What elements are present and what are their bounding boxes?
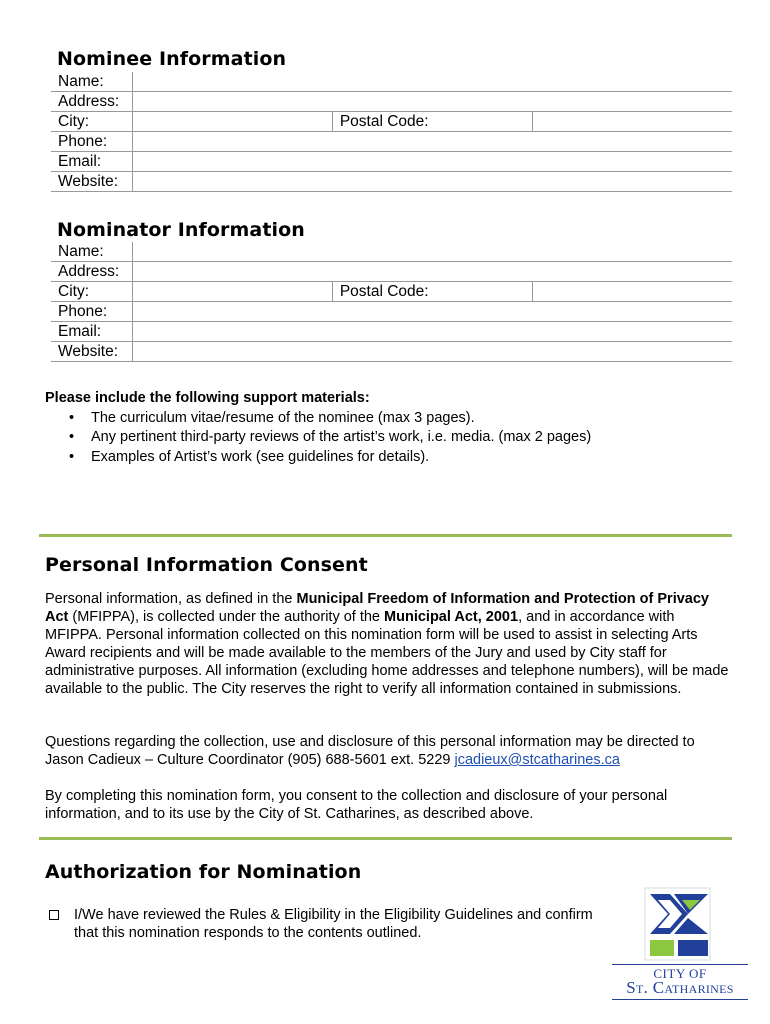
nominee-city-field[interactable] [133, 112, 333, 132]
nominee-email-row [51, 152, 732, 172]
consent-heading: Personal Information Consent [45, 554, 368, 576]
support-item: • Any pertinent third-party reviews of the artist’s work, i.e. media. (max 2 pages) [91, 428, 591, 448]
authorization-checkbox[interactable] [49, 910, 59, 920]
logo-line-1: CITY OF [653, 966, 707, 981]
nominee-name-label: Name: [51, 72, 133, 92]
nominee-postal-field[interactable] [532, 112, 732, 132]
nominator-phone-label: Phone: [51, 302, 133, 322]
nominee-address-field[interactable] [133, 92, 733, 112]
nominee-website-label: Website: [51, 172, 133, 192]
nominator-postal-label: Postal Code: [332, 282, 532, 302]
nominator-website-label: Website: [51, 342, 133, 362]
consent-text: (MFIPPA), is collected under the authority of the [68, 609, 385, 625]
nominator-phone-field[interactable] [133, 302, 733, 322]
consent-text: , and in accordance with MFIPPA. Personal information collected on this nomination form will be used to assist in selecting Arts Award recipients and will be made available to the members of the Jury and used by City staff for administrative purposes. All information (excluding home addresses and telephone numbers), will be made available to the public. The City reserves the right to verify all information contained in submissions. [45, 609, 729, 697]
nominator-postal-field[interactable] [532, 282, 732, 302]
support-item: • The curriculum vitae/resume of the nominee (max 3 pages). [91, 409, 591, 429]
nominator-city-row [51, 282, 732, 302]
nominator-name-label: Name: [51, 242, 133, 262]
nominee-city-row [51, 112, 732, 132]
nominee-website-row [51, 172, 732, 192]
nominator-email-field[interactable] [133, 322, 733, 342]
support-materials [45, 389, 591, 467]
nominator-address-field[interactable] [133, 262, 733, 282]
city-logo [612, 886, 748, 1002]
logo-underline [612, 999, 748, 1000]
nominator-website-field[interactable] [133, 342, 733, 362]
nominee-city-label: City: [51, 112, 133, 132]
nominator-city-field[interactable] [133, 282, 333, 302]
nominee-heading: Nominee Information [57, 48, 287, 70]
support-heading: Please include the following support materials: [45, 390, 370, 406]
support-item: • Examples of Artist’s work (see guidelines for details). [91, 448, 591, 468]
nominee-phone-label: Phone: [51, 132, 133, 152]
logo-line-2: St. Catharines [626, 978, 734, 997]
authorization-heading: Authorization for Nomination [45, 861, 362, 883]
nominator-name-field[interactable] [133, 242, 733, 262]
nominator-email-label: Email: [51, 322, 133, 342]
nominee-email-field[interactable] [133, 152, 733, 172]
nominator-phone-row [51, 302, 732, 322]
consent-text: Questions regarding the collection, use and disclosure of this personal information may be directed to Jason Cadieux – Culture Coordinator (905) 688-5601 ext. 5229 [45, 734, 695, 768]
nominee-website-field[interactable] [133, 172, 733, 192]
nominator-address-row [51, 262, 732, 282]
nominator-name-row [51, 242, 732, 262]
nominator-city-label: City: [51, 282, 133, 302]
authorization-checkbox-label: I/We have reviewed the Rules & Eligibility in the Eligibility Guidelines and confirm that this nomination responds to the contents outlined. [74, 907, 593, 941]
support-list [45, 409, 591, 468]
nominee-address-row [51, 92, 732, 112]
nominator-address-label: Address: [51, 262, 133, 282]
nominee-address-label: Address: [51, 92, 133, 112]
consent-paragraph-2 [45, 733, 735, 769]
nominee-name-row [51, 72, 732, 92]
nominee-phone-row [51, 132, 732, 152]
section-divider [39, 837, 732, 840]
city-emblem-icon [612, 886, 748, 964]
contact-email-link[interactable]: jcadieux@stcatharines.ca [454, 752, 620, 768]
mfippa-act-name: Municipal Freedom of Information and Protection of Privacy Act [45, 591, 709, 625]
logo-divider [612, 964, 748, 965]
nominator-website-row [51, 342, 732, 362]
section-divider [39, 534, 732, 537]
municipal-act-name: Municipal Act, 2001 [384, 609, 519, 625]
nominee-email-label: Email: [51, 152, 133, 172]
nominator-form [51, 242, 732, 362]
nominee-phone-field[interactable] [133, 132, 733, 152]
consent-text: Personal information, as defined in the [45, 591, 297, 607]
nominator-email-row [51, 322, 732, 342]
nominator-heading: Nominator Information [57, 219, 305, 241]
nominee-postal-label: Postal Code: [332, 112, 532, 132]
consent-paragraph-1 [45, 590, 735, 698]
nominee-name-field[interactable] [133, 72, 733, 92]
consent-paragraph-3: By completing this nomination form, you consent to the collection and disclosure of your personal information, and to its use by the City of St. Catharines, as described above. [45, 788, 668, 822]
nominee-form [51, 72, 732, 192]
